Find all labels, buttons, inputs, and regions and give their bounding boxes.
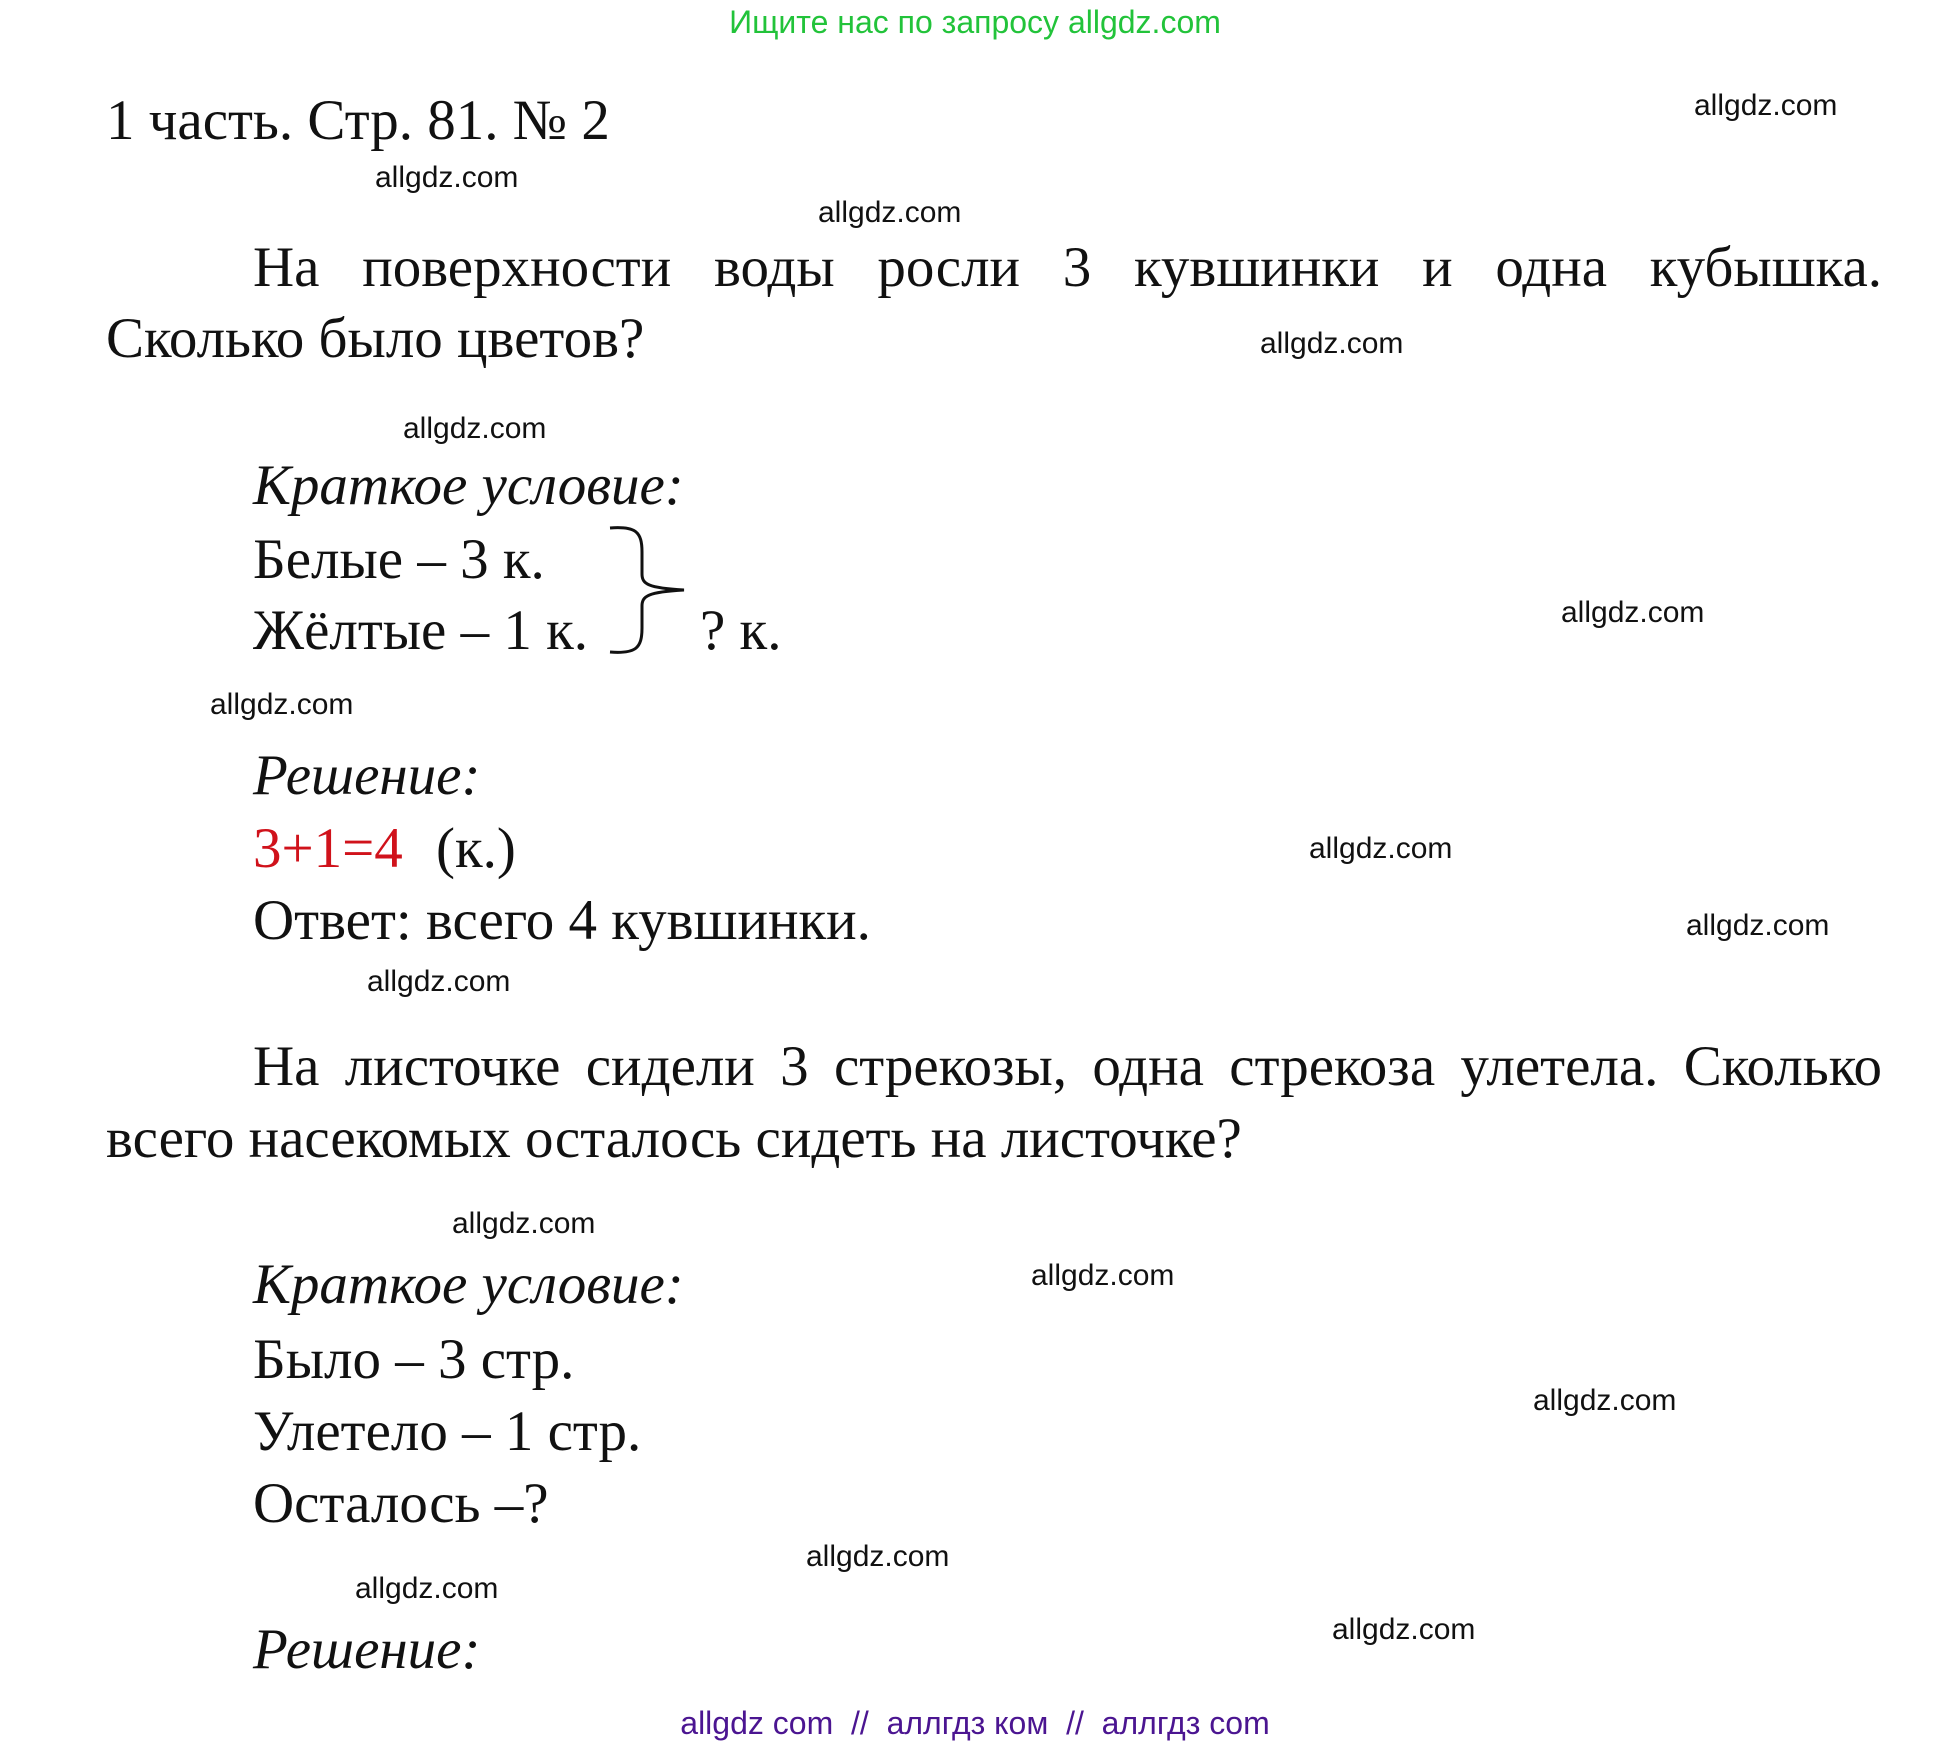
task1-condition-label: Краткое условие: (253, 454, 684, 517)
watermark: allgdz.com (375, 161, 519, 194)
watermark: allgdz.com (452, 1207, 596, 1240)
watermark: allgdz.com (1031, 1259, 1175, 1292)
task2-text-line2: всего насекомых осталось сидеть на листочке? (106, 1107, 1242, 1170)
task2-condition-label: Краткое условие: (253, 1253, 684, 1316)
watermark: allgdz.com (1309, 832, 1453, 865)
task2-solution-label: Решение: (253, 1618, 481, 1681)
watermark: allgdz.com (806, 1540, 950, 1573)
page-title: 1 часть. Стр. 81. № 2 (106, 89, 610, 152)
watermark: allgdz.com (1694, 89, 1838, 122)
watermark: allgdz.com (1332, 1613, 1476, 1646)
footer-links: allgdz com // аллгдз ком // аллгдз com (680, 1705, 1270, 1741)
task2-condition-was: Было – 3 стр. (253, 1328, 575, 1391)
watermark: allgdz.com (403, 412, 547, 445)
task1-question: ? к. (700, 599, 782, 662)
curly-brace-icon (606, 522, 696, 658)
task1-solution-expression: 3+1=4 (253, 817, 403, 880)
watermark: allgdz.com (367, 965, 511, 998)
task1-text-line2: Сколько было цветов? (106, 307, 645, 370)
task2-condition-left: Осталось –? (253, 1472, 549, 1535)
task1-text-line1: На поверхности воды росли 3 кувшинки и одна кубышка. (253, 236, 1882, 299)
watermark: allgdz.com (1260, 327, 1404, 360)
task1-solution-unit: (к.) (436, 817, 516, 880)
search-banner: Ищите нас по запросу allgdz.com (729, 4, 1221, 40)
task1-condition-white: Белые – 3 к. (253, 528, 545, 591)
task2-text-line1: На листочке сидели 3 стрекозы, одна стрекоза улетела. Сколько (253, 1035, 1882, 1098)
watermark: allgdz.com (1561, 596, 1705, 629)
task1-condition-yellow: Жёлтые – 1 к. (253, 599, 589, 662)
watermark: allgdz.com (355, 1572, 499, 1605)
task1-answer: Ответ: всего 4 кувшинки. (253, 889, 871, 952)
watermark: allgdz.com (1533, 1384, 1677, 1417)
task2-condition-flew: Улетело – 1 стр. (253, 1400, 642, 1463)
task1-solution-label: Решение: (253, 744, 481, 807)
watermark: allgdz.com (210, 688, 354, 721)
watermark: allgdz.com (1686, 909, 1830, 942)
watermark: allgdz.com (818, 196, 962, 229)
